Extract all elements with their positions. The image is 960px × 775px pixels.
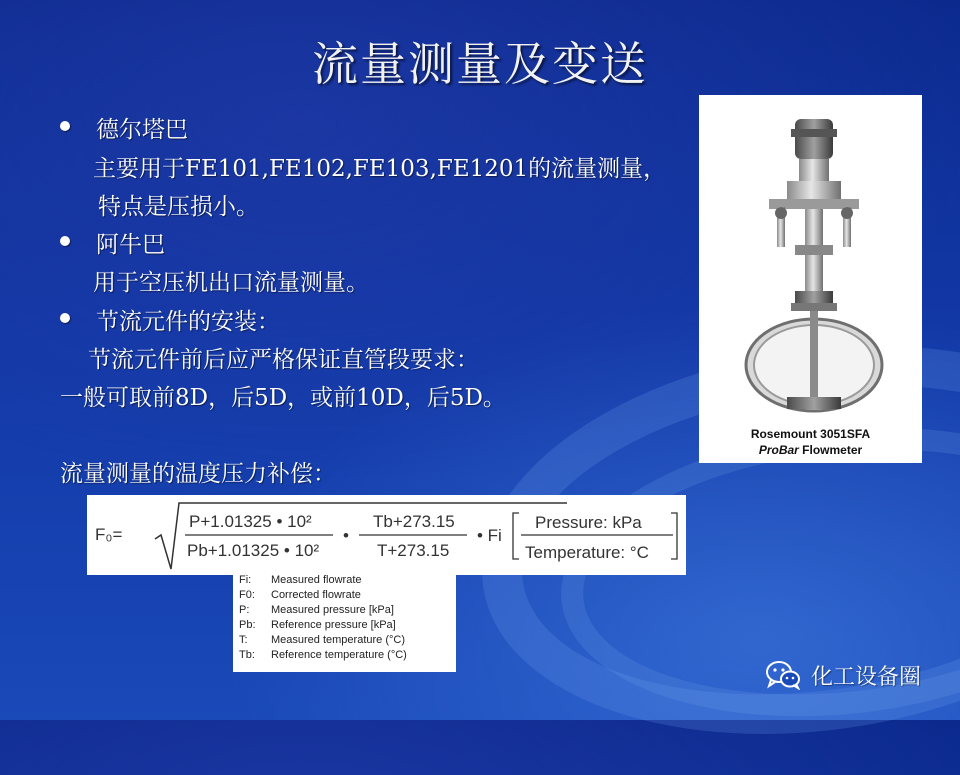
legend-description: Reference temperature (°C)	[271, 649, 407, 661]
formula-dot: •	[343, 526, 349, 545]
bullet-text: 一般可取前8D，后5D，或前10D，后5D。	[60, 385, 506, 411]
photo-caption-rest: Flowmeter	[798, 443, 863, 457]
bullet-heading: 阿牛巴	[96, 232, 165, 258]
bullet-text: 用于空压机出口流量测量。	[93, 270, 369, 296]
photo-caption-line1: Rosemount 3051SFA	[750, 427, 871, 441]
bullet-heading: 节流元件的安装：	[96, 309, 280, 335]
legend-row	[239, 619, 396, 631]
legend-symbol: Pb:	[239, 619, 256, 631]
bullet-dot	[60, 236, 70, 246]
legend-row	[239, 574, 362, 586]
legend-symbol: Tb:	[239, 649, 255, 661]
flowmeter-photo	[699, 95, 922, 463]
bullet-text: 节流元件前后应严格保证直管段要求：	[88, 347, 479, 373]
formula-denominator-1: Pb+1.01325 • 10²	[187, 541, 320, 560]
legend-description: Measured temperature (°C)	[271, 634, 406, 646]
formula-lhs: F₀=	[95, 525, 123, 544]
bullet-text: 主要用于FE101,FE102,FE103,FE1201的流量测量，	[93, 156, 667, 182]
legend-symbol: Fi:	[239, 574, 252, 586]
compensation-formula	[87, 495, 686, 575]
photo-caption-italic: ProBar	[758, 443, 799, 457]
formula-denominator-2: T+273.15	[377, 541, 450, 560]
flowmeter-illustration	[699, 95, 922, 425]
legend-symbol: F0:	[239, 589, 255, 601]
formula-lines	[87, 495, 686, 575]
formula-legend	[233, 572, 456, 672]
legend-row	[239, 604, 394, 616]
formula-numerator-2: Tb+273.15	[373, 512, 455, 531]
wechat-icon	[765, 660, 801, 690]
formula-unit-temperature: Temperature: °C	[525, 543, 649, 562]
legend-description: Reference pressure [kPa]	[271, 619, 396, 631]
slide-title: 流量测量及变送	[312, 37, 648, 91]
formula-numerator-1: P+1.01325 • 10²	[189, 512, 312, 531]
brand-watermark	[765, 658, 921, 692]
legend-description: Measured pressure [kPa]	[271, 604, 394, 616]
bullet-dot	[60, 313, 70, 323]
legend-symbol: P:	[239, 604, 250, 616]
legend-row	[239, 589, 361, 601]
formula-times-fi: • Fi	[477, 526, 502, 545]
legend-description: Corrected flowrate	[271, 589, 361, 601]
legend-description: Measured flowrate	[271, 574, 362, 586]
bullet-text: 特点是压损小。	[98, 194, 259, 220]
formula-unit-pressure: Pressure: kPa	[535, 513, 642, 532]
brand-name: 化工设备圈	[811, 664, 922, 690]
legend-row	[239, 649, 407, 661]
legend-symbol: T:	[239, 634, 248, 646]
bullet-dot	[60, 121, 70, 131]
legend-row	[239, 634, 405, 646]
bullet-heading: 德尔塔巴	[96, 117, 188, 143]
compensation-heading: 流量测量的温度压力补偿：	[60, 461, 336, 487]
photo-caption-line2	[699, 443, 922, 457]
